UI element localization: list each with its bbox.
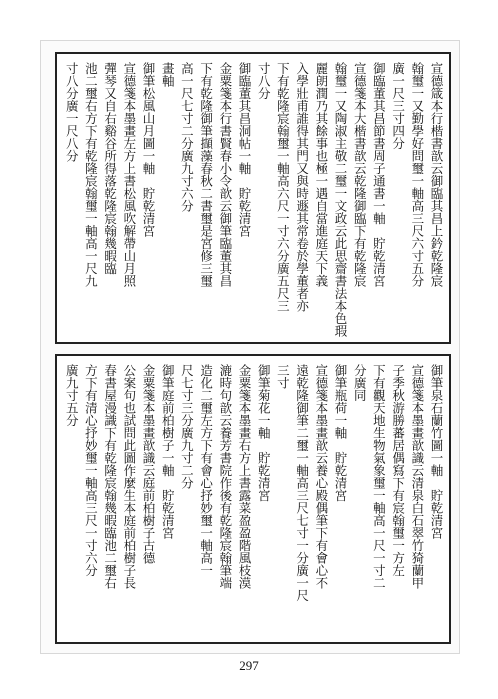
bottom-column-14: 尺七寸三分廣九寸二分 (179, 364, 195, 489)
top-column-2: 翰璽一又勤學好問璽一軸高三尺六寸五分 (409, 62, 425, 287)
bottom-column-10: 御筆菊花一軸 貯乾清宮 (256, 364, 272, 502)
bottom-column-1: 御筆泉石蘭竹圖一軸 貯乾清宮 (429, 364, 444, 539)
bottom-column-5: 分廣同 (352, 364, 368, 402)
top-column-1: 宣德箴本行楷書歆云御臨其昌上鈐乾隆宸 (429, 62, 444, 287)
top-column-3: 廣一尺三寸四分 (390, 62, 406, 150)
bottom-column-11: 金粟箋本墨畫右方上書露菜盈盈階風枝漠 (237, 364, 252, 589)
bottom-column-7: 宣德箋本墨畫歆云養心殿偶筆下有會心不 (313, 364, 329, 589)
bottom-column-12: 漉時句歆云養芳書院作後有乾隆宸翰筆端 (217, 364, 233, 589)
bottom-column-18: 春書屋漫識下有乾隆宸翰幾暇臨池二璽右 (102, 364, 118, 589)
bottom-column-19: 方下有清心抒妙璽一軸高三尺一寸六分 (83, 364, 99, 577)
top-column-13: 下有乾隆御筆擷藻春秋二書璽是宮修三璽 (198, 62, 214, 287)
top-column-17: 宣德箋本墨畫左方上書松風吹解帶山月照 (121, 62, 137, 287)
bottom-column-15: 御筆庭前柏樹子一軸 貯乾清宮 (160, 364, 176, 539)
bottom-column-6: 御筆瓶荷一軸 貯乾清宮 (333, 364, 348, 502)
page-number: 297 (239, 658, 259, 673)
top-column-16: 御筆松風山月圖一軸 貯乾清宮 (141, 62, 156, 237)
top-column-6: 翰璽一又陶淑主敬二璽一文政云此思齋書法本色瑕 (333, 62, 348, 337)
top-column-9: 下有乾隆宸翰璽一軸高六尺一寸六分廣五尺三 (275, 62, 291, 312)
bottom-column-13: 造化二璽左方下有會心抒妙璽一軸高一 (198, 364, 214, 577)
top-column-12: 金粟箋本行書賢春小令歆云御筆臨董其昌 (217, 62, 233, 287)
bottom-column-17: 公案句也試問此圖作麼生本庭前柏樹子長 (121, 364, 137, 589)
bottom-column-3: 子季秋游勝蕃居偶寫下有宸翰璽一方左 (390, 364, 406, 577)
top-column-19: 池二璽右方下有乾隆宸翰璽一軸高一尺九 (83, 62, 99, 287)
bottom-column-20: 廣九寸五分 (64, 364, 80, 427)
bottom-column-16: 金粟箋本墨畫歆識云庭前柏樹子古德 (141, 364, 156, 564)
bottom-column-9: 三寸 (275, 364, 291, 389)
top-column-14: 高一尺七寸二分廣九寸六分 (179, 62, 195, 212)
bottom-text-panel (55, 354, 451, 644)
bottom-column-2: 宣德箋本墨畫歆識云清泉白石翠竹猗蘭甲 (409, 364, 425, 589)
top-column-5: 宣德箋本大楷書歆云乾隆御臨下有乾隆宸 (352, 62, 368, 287)
top-text-panel (55, 52, 451, 344)
top-column-4: 御臨董其昌節書周子通書一軸 貯乾清宮 (371, 62, 387, 287)
top-column-10: 寸八分 (256, 62, 272, 100)
bottom-column-4: 下有觀天地生物氣象璽一軸高一尺一寸二 (371, 364, 387, 589)
top-column-8: 入學壯甫誰得其門又與時遯其常卷於學董者亦 (294, 62, 310, 312)
top-column-11: 御臨董其昌洞帖一軸 貯乾清宮 (237, 62, 252, 237)
top-column-18: 彈琴又自右谿谷所得落乾隆宸翰幾暇臨 (102, 62, 118, 275)
top-column-7: 麗朗潤乃其餘事也極一遇自當進庭天下義 (313, 62, 329, 287)
bottom-column-8: 遠乾隆御筆二璽一軸高三尺七寸一分廣一尺 (294, 364, 310, 602)
top-column-20: 寸八分廣一尺八分 (64, 62, 80, 162)
top-column-15: 畫軸 (160, 62, 176, 87)
